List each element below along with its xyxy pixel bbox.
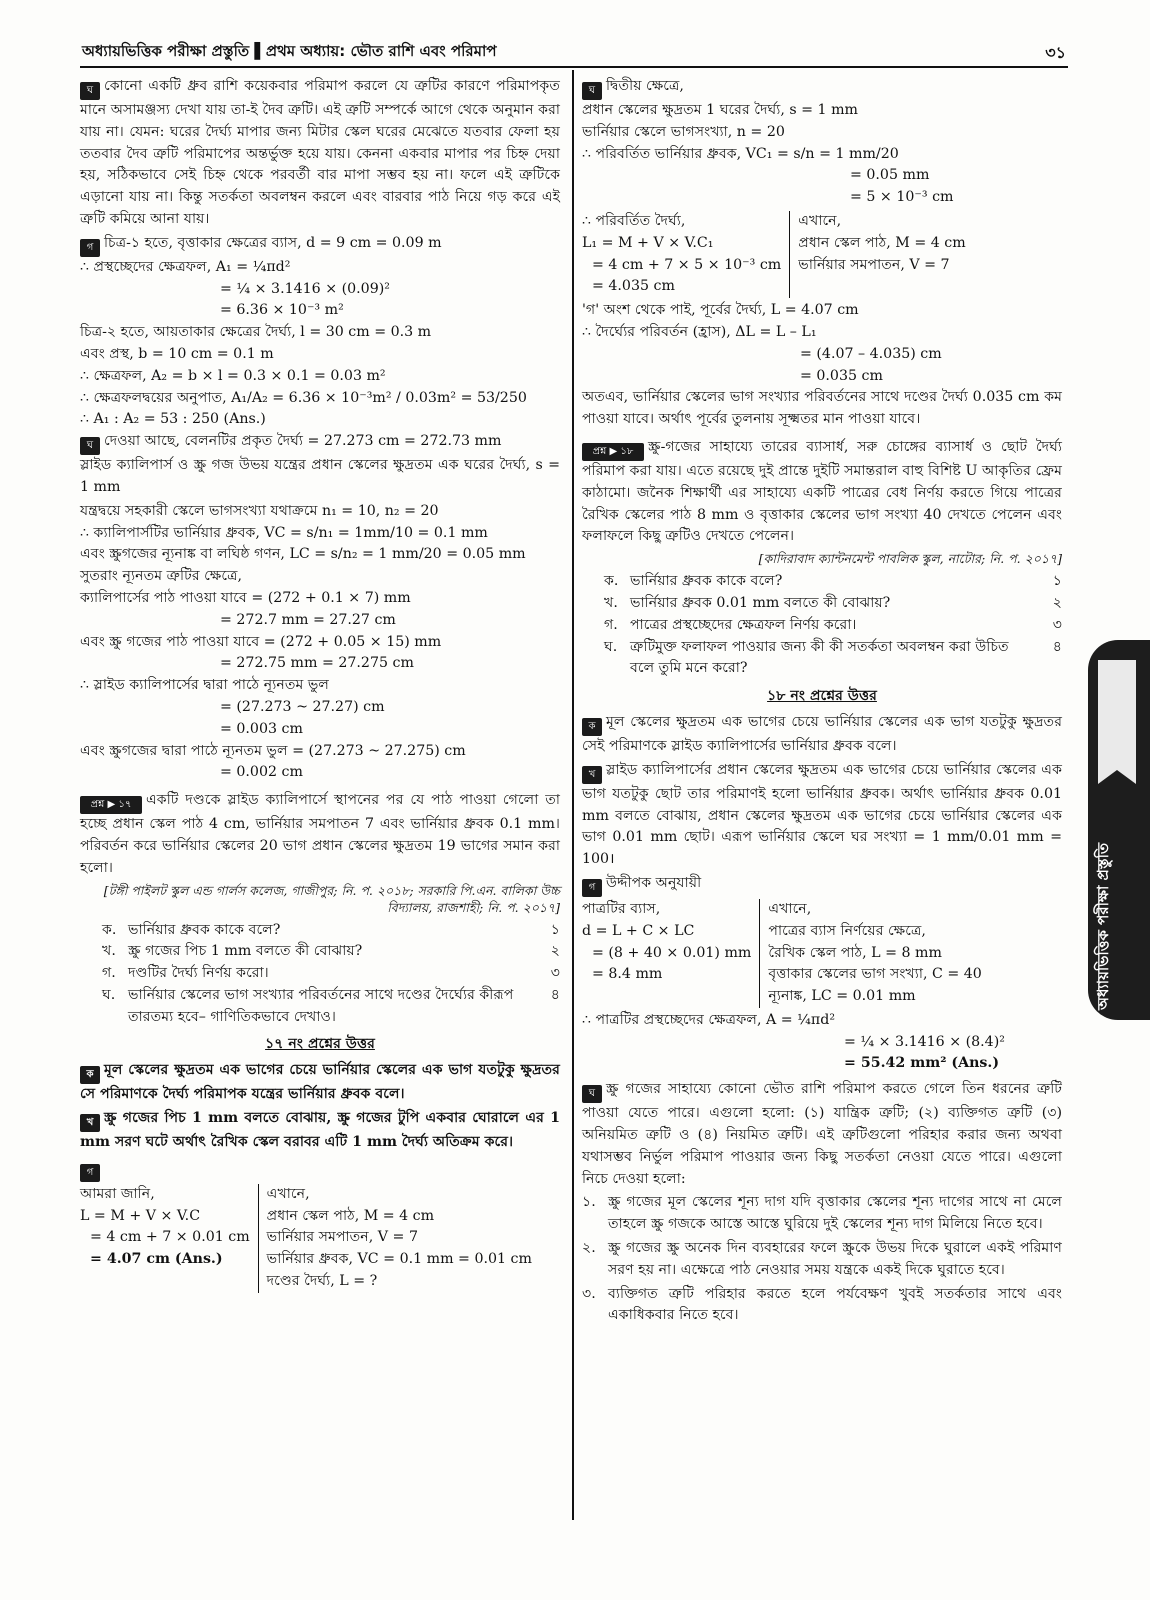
- header-rule: [80, 66, 1068, 68]
- answer-marker: গ: [80, 239, 100, 257]
- question-18: প্রশ্ন ▶ ১৮ স্ক্রু-গজের সাহায্যে তারের ব্যাসার্ধ, সরু চোঙ্গের ব্যাসার্ধ ও ছোট দৈর্ঘ্য পরিমাপ করা যায়। এতে রয়েছে দুই প্রান্তে দুইটি সমান্তরাল বাহু বিশিষ্ট U আকৃতির ফ্রেম কাঠামো। জনৈক শিক্ষার্থী এর সাহায্যে একটি পাত্রের বেধ নির্ণয় করতে গিয়ে পাত্রের রৈখিক স্কেলের পাঠ 8 mm ও বৃত্তাকার স্কেলের ভাগ সংখ্যা 40 দেখতে পেলেন এবং ফলাফলে কিছু ত্রুটিও দেখতে পেলেন।: [582, 438, 1062, 545]
- question-18-items: [604, 571, 1062, 680]
- answer-18-kh: খ স্লাইড ক্যালিপার্সের প্রধান স্কেলের ক্ষুদ্রতম এক ভাগের চেয়ে ভার্নিয়ার স্কেলের এক ভাগ যতটুকু ছোট তার পরিমাণই হলো ভার্নিয়ার ধ্রুবক। অর্থাৎ ভার্নিয়ার ধ্রুবক 0.01 mm বলতে বোঝায়, প্রধান স্কেলের ক্ষুদ্রতম এক ভাগের চেয়ে ভার্নিয়ার স্কেলের এক ভাগ 0.01 mm ছোট। এরূপ ভার্নিয়ার স্কেলে ঘর সংখ্যা = 1 mm/0.01 mm = 100।: [582, 761, 1062, 868]
- question-item: গ. পাত্রের প্রস্থচ্ছেদের ক্ষেত্রফল নির্ণয় করো। ৩: [604, 616, 1062, 633]
- question-source: [কাদিরাবাদ ক্যান্টনমেন্ট পাবলিক স্কুল, নাটোর; নি. প. ২০১৭]: [758, 551, 1062, 567]
- answer-marker: ঘ: [80, 82, 100, 100]
- question-item: খ. ভার্নিয়ার ধ্রুবক 0.01 mm বলতে কী বোঝায়? ২: [604, 594, 1062, 611]
- answer-18-g-calc: পাত্রটির ব্যাস, d = L + C × LC = (8 + 40 × 0.01) mm = 8.4 mm এখানে, পাত্রের ব্যাস নির্ণয়ের ক্ষেত্রে, রৈখিক স্কেল পাঠ, L = 8 mm বৃত্তাকার স্কেলের ভাগ সংখ্যা, C = 40 ন্যূনাঙ্ক, LC = 0.01 mm: [582, 899, 1062, 1008]
- side-tab-label: অধ্যায়ভিত্তিক পরীক্ষা প্রস্তুতি: [1094, 842, 1112, 1010]
- precaution-list: [582, 1192, 1062, 1327]
- answer-gh-calc-block: ঘ দেওয়া আছে, বেলনটির প্রকৃত দৈর্ঘ্য = 27.273 cm = 272.73 mm স্লাইড ক্যালিপার্স ও স্ক্রু গজ উভয় যন্ত্রের প্রধান স্কেলের ক্ষুদ্রতম এক ঘরের দৈর্ঘ্য, s = 1 mm যন্ত্রদ্বয়ে সহকারী স্কেলে ভাগসংখ্যা যথাক্রমে n₁ = 10, n₂ = 20 ∴ ক্যালিপার্সটির ভার্নিয়ার ধ্রুবক, VC = s/n₁ = 1mm/10 = 0.1 mm এবং স্ক্রুগজের ন্যূনাঙ্ক বা লঘিষ্ঠ গণন, LC = s/n₂ = 1 mm/20 = 0.05 mm সুতরাং ন্যূনতম ত্রুটির ক্ষেত্রে, ক্যালিপার্সের পাঠ পাওয়া যাবে = (272 + 0.1 × 7) mm = 272.7 mm = 27.27 cm এবং স্ক্রু গজের পাঠ পাওয়া যাবে = (272 + 0.05 × 15) mm = 272.75 mm = 27.275 cm ∴ স্লাইড ক্যালিপার্সের দ্বারা পাঠে ন্যূনতম ভুল = (27.273 ~ 27.27) cm = 0.003 cm এবং স্ক্রুগজের দ্বারা পাঠে ন্যূনতম ভুল = (27.273 ~ 27.275) cm = 0.002 cm: [80, 433, 560, 781]
- question-item: ক. ভার্নিয়ার ধ্রুবক কাকে বলে? ১: [604, 573, 1062, 590]
- header-title: অধ্যায়ভিত্তিক পরীক্ষা প্রস্তুতি ▌প্রথম অধ্যায়: ভৌত রাশি এবং পরিমাপ: [82, 42, 497, 60]
- answer-17-gh-block: ঘ দ্বিতীয় ক্ষেত্রে, প্রধান স্কেলের ক্ষুদ্রতম 1 ঘরের দৈর্ঘ্য, s = 1 mm ভার্নিয়ার স্কেলে ভাগসংখ্যা, n = 20 ∴ পরিবর্তিত ভার্নিয়ার ধ্রুবক, VC₁ = s/n = 1 mm/20 = 0.05 mm = 5 × 10⁻³ cm: [582, 78, 954, 206]
- question-item: ঘ. ত্রুটিমুক্ত ফলাফল পাওয়ার জন্য কী কী সতর্কতা অবলম্বন করা উচিত বলে তুমি মনে করো? ৪: [604, 638, 1062, 677]
- list-item: ২. স্ক্রু গজের স্ক্রু অনেক দিন ব্যবহারের ফলে স্ক্রুকে উভয় দিকে ঘুরালে একই পরিমাণ সরণ হয় না। এক্ষেত্রে পাঠ নেওয়ার সময় যন্ত্রকে একই দিকে ঘুরাতে হবে।: [582, 1240, 1062, 1278]
- question-item: ক. ভার্নিয়ার ধ্রুবক কাকে বলে? ১: [102, 921, 560, 938]
- question-item: গ. দণ্ডটির দৈর্ঘ্য নির্ণয় করো। ৩: [102, 965, 560, 982]
- column-divider: [572, 70, 574, 1520]
- answer-18-title: ১৮ নং প্রশ্নের উত্তর: [767, 688, 877, 705]
- answer-marker: ঘ: [582, 82, 602, 100]
- question-17-items: [102, 920, 560, 1029]
- answer-marker: ক: [582, 718, 602, 736]
- page-number: ৩১: [1045, 43, 1066, 62]
- list-item: ৩. ব্যক্তিগত ত্রুটি পরিহার করতে হলে পর্যবেক্ষণ খুবই সতর্কতার সাথে এবং একাধিকবার নিতে হবে।: [582, 1285, 1062, 1324]
- left-column: [80, 76, 560, 1295]
- answer-marker: গ: [80, 1164, 100, 1182]
- ribbon-icon: [1098, 660, 1136, 770]
- question-item: খ. স্ক্রু গজের পিচ 1 mm বলতে কী বোঝায়? ২: [102, 943, 560, 960]
- changed-length-calc: ∴ পরিবর্তিত দৈর্ঘ্য, L₁ = M + V × V.C₁ = 4 cm + 7 × 5 × 10⁻³ cm = 4.035 cm এখানে, প্রধান স্কেল পাঠ, M = 4 cm ভার্নিয়ার সমপাতন, V = 7: [582, 211, 1062, 298]
- question-marker: প্রশ্ন ▶ ১৮: [582, 443, 644, 461]
- page-header: [82, 40, 1066, 62]
- question-source: [টঙ্গী পাইলট স্কুল এন্ড গার্লস কলেজ, গাজীপুর; নি. প. ২০১৮; সরকারি পি.এন. বালিকা উচ্চ বিদ্যালয়, রাজশাহী; নি. প. ২০১৭]: [103, 882, 560, 915]
- right-column: ঘ দ্বিতীয় ক্ষেত্রে, প্রধান স্কেলের ক্ষুদ্রতম 1 ঘরের দৈর্ঘ্য, s = 1 mm ভার্নিয়ার স্কেলে ভাগসংখ্যা, n = 20 ∴ পরিবর্তিত ভার্নিয়ার ধ্রুবক, VC₁ = s/n = 1 mm/20 = 0.05 mm = 5 × 10⁻³ cm ∴ পরিবর্তিত দৈর্ঘ্য, L₁ = M + V × V.C₁ = 4 cm + 7 × 5 × 10⁻³ cm = 4.035 cm এখানে, প্রধান স্কেল পাঠ, M = 4 cm ভার্নিয়ার সমপাতন, V = 7 'গ' অংশ থেকে পাই, পূর্বের দৈর্ঘ্য, L = 4.07 cm ∴ দৈর্ঘ্যের পরিবর্তন (হ্রাস), ΔL = L – L₁ = (4.07 – 4.035) cm = 0.035 cm অতএব, ভার্নিয়ার স্কেলের ভাগ সংখ্যার পরিবর্তনের সাথে দণ্ডের দৈর্ঘ্য 0.035 cm কম পাওয়া যাবে। অর্থাৎ পূর্বের তুলনায় সূক্ষ্মতর মান পাওয়া যাবে। প্রশ্ন ▶ ১৮ স্ক্রু-গজের সাহায্যে তারের ব্যাসার্ধ, সরু চোঙ্গের ব্যাসার্ধ ও ছোট দৈর্ঘ্য পরিমাপ করা যায়। এতে রয়েছে দুই প্রান্তে দুইটি সমান্তরাল বাহু বিশিষ্ট U আকৃতির ফ্রেম কাঠামো। জনৈক শিক্ষার্থী এর সাহায্যে একটি পাত্রের বেধ নির্ণয় করতে গিয়ে পাত্রের রৈখিক স্কেলের পাঠ 8 mm ও বৃত্তাকার স্কেলের ভাগ সংখ্যা 40 দেখতে পেলেন এবং ফলাফলে কিছু ত্রুটিও দেখতে পেলেন। [কাদিরাবাদ ক্যান্টনমেন্ট পাবলিক স্কুল, নাটোর; নি. প. ২০১৭] ক. ভার্নিয়ার ধ্রুবক কাকে বলে? ১ খ. ভার্নিয়ার ধ্রুবক 0.01 mm বলতে কী বোঝায়? ২ গ. পাত্রের প্রস্থচ্ছেদের ক্ষেত্রফল নির্ণয় করো। ৩ ঘ. ত্রুটিমুক্ত ফলাফল পাওয়ার জন্য কী কী সতর্কতা অবলম্বন করা উচিত বলে তুমি মনে করো? ৪ ১৮ নং প্রশ্নের উত্তর ক মূল স্কেলের ক্ষুদ্রতম এক ভাগের চেয়ে ভার্নিয়ার স্কেলের এক ভাগ যতটুকু ক্ষুদ্রতর সেই পরিমাণকে স্লাইড ক্যালিপার্সের ভার্নিয়ার ধ্রুবক বলে। খ স্লাইড ক্যালিপার্সের প্রধান স্কেলের ক্ষুদ্রতম এক ভাগের চেয়ে ভার্নিয়ার স্কেলের এক ভাগ যতটুকু ছোট তার পরিমাণই হলো ভার্নিয়ার ধ্রুবক। অর্থাৎ ভার্নিয়ার ধ্রুবক 0.01 mm বলতে বোঝায়, প্রধান স্কেলের ক্ষুদ্রতম এক ভাগের চেয়ে ভার্নিয়ার স্কেলের এক ভাগ 0.01 mm ছোট। এরূপ ভার্নিয়ার স্কেলে ঘর সংখ্যা = 1 mm/0.01 mm = 100। গ উদ্দীপক অনুযায়ী পাত্রটির ব্যাস, d = L + C × LC = (8 + 40 × 0.01) mm = 8.4 mm এখানে, পাত্রের ব্যাস নির্ণয়ের ক্ষেত্রে, রৈখিক স্কেল পাঠ, L = 8 mm বৃত্তাকার স্কেলের ভাগ সংখ্যা, C = 40 ন্যূনাঙ্ক, LC = 0.01 mm ∴ পাত্রটির প্রস্থচ্ছেদের ক্ষেত্রফল, A = ¼πd² = ¼ × 3.1416 × (8.4)² = 55.42 mm² (Ans.) ঘ স্ক্রু গজের সাহায্যে কোনো ভৌত রাশি পরিমাপ করতে গেলে তিন ধরনের ত্রুটি পাওয়া যেতে পারে। এগুলো হলো: (১) যান্ত্রিক ত্রুটি; (২) ব্যক্তিগত ত্রুটি (৩) অনিয়মিত ত্রুটি ও (৪) নিয়মিত ত্রুটি। এই ত্রুটিগুলো পরিহার করার জন্য অথবা যথাসম্ভব নির্ভুল পরিমাপ পাওয়ার জন্য কিছু সতর্কতা নেওয়া যেতে পারে। এগুলো নিচে দেওয়া হলো: ১. স্ক্রু গজের মূল স্কেলের শূন্য দাগ যদি বৃত্তাকার স্কেলের শূন্য দাগের সাথে না মেলে তাহলে স্ক্রু গজকে আস্তে আস্তে ঘুরিয়ে দুই স্কেলের শূন্য দাগ মিলিয়ে নিতে হবে। ২. স্ক্রু গজের স্ক্রু অনেক দিন ব্যবহারের ফলে স্ক্রুকে উভয় দিকে ঘুরালে একই পরিমাণ সরণ হয় না। এক্ষেত্রে পাঠ নেওয়ার সময় যন্ত্রকে একই দিকে ঘুরাতে হবে। ৩. ব্যক্তিগত ত্রুটি পরিহার করতে হলে পর্যবেক্ষণ খুবই সতর্কতার সাথে এবং একাধিকবার নিতে হবে।: [582, 76, 1062, 1329]
- answer-marker: গ: [582, 879, 602, 897]
- list-item: ১. স্ক্রু গজের মূল স্কেলের শূন্য দাগ যদি বৃত্তাকার স্কেলের শূন্য দাগের সাথে না মেলে তাহলে স্ক্রু গজকে আস্তে আস্তে ঘুরিয়ে দুই স্কেলের শূন্য দাগ মিলিয়ে নিতে হবে।: [582, 1194, 1062, 1233]
- answer-marker: ক: [80, 1066, 100, 1084]
- answer-g-block: গ চিত্র-১ হতে, বৃত্তাকার ক্ষেত্রের ব্যাস, d = 9 cm = 0.09 m ∴ প্রস্থচ্ছেদের ক্ষেত্রফল, A₁ = ¼πd² = ¼ × 3.1416 × (0.09)² = 6.36 × 10⁻³ m² চিত্র-২ হতে, আয়তাকার ক্ষেত্রের দৈর্ঘ্য, l = 30 cm = 0.3 m এবং প্রস্থ, b = 10 cm = 0.1 m ∴ ক্ষেত্রফল, A₂ = b × l = 0.3 × 0.1 = 0.03 m² ∴ ক্ষেত্রফলদ্বয়ের অনুপাত, A₁/A₂ = 6.36 × 10⁻³m² / 0.03m² = 53/250 ∴ A₁ : A₂ = 53 : 250 (Ans.): [80, 234, 527, 428]
- answer-17-k: ক মূল স্কেলের ক্ষুদ্রতম এক ভাগের চেয়ে ভার্নিয়ার স্কেলের এক ভাগ যতটুকু ক্ষুদ্রতর সে পরিমাণকে দৈর্ঘ্য পরিমাপক যন্ত্রের ভার্নিয়ার ধ্রুবক বলে।: [80, 1062, 560, 1103]
- answer-18-k: ক মূল স্কেলের ক্ষুদ্রতম এক ভাগের চেয়ে ভার্নিয়ার স্কেলের এক ভাগ যতটুকু ক্ষুদ্রতর সেই পরিমাণকে স্লাইড ক্যালিপার্সের ভার্নিয়ার ধ্রুবক বলে।: [582, 713, 1062, 754]
- answer-marker: খ: [582, 766, 602, 784]
- answer-17-kh: খ স্ক্রু গজের পিচ 1 mm বলতে বোঝায়, স্ক্রু গজের টুপি একবার ঘোরালে এর 1 mm সরণ ঘটে অর্থাৎ রৈখিক স্কেল বরাবর এটি 1 mm দৈর্ঘ্য অতিক্রম করে।: [80, 1110, 560, 1151]
- answer-gh-paragraph: ঘ কোনো একটি ধ্রুব রাশি কয়েকবার পরিমাপ করলে যে ত্রুটির কারণে পরিমাপকৃত মানে অসামঞ্জস্য দেখা যায় তা-ই দৈব ত্রুটি। এই ত্রুটি সম্পর্কে আগে থেকে অনুমান করা যায় না। যেমন: ঘরের দৈর্ঘ্য মাপার জন্য মিটার স্কেল ঘরের মেঝেতে যতবার ফেলা হয় ততবার দৈব ত্রুটি পরিমাপের অন্তর্ভুক্ত হয়ে যায়। কেননা একবার মাপার পর চিহ্ন দেয়া হয়, সঠিকভাবে সেই চিহ্ন থেকে পরবর্তী বার মাপা সম্ভব হয় না। ফলে এই ত্রুটিকে এড়ানো যায় না। কিন্তু সতর্কতা অবলম্বন করলে এবং বারবার পাঠ নিয়ে গড় করে এই ত্রুটি কমিয়ে আনা যায়।: [80, 78, 560, 227]
- question-item: ঘ. ভার্নিয়ার স্কেলের ভাগ সংখ্যার পরিবর্তনের সাথে দণ্ডের দৈর্ঘ্যের কীরূপ তারতম্য হবে– গাণিতিকভাবে দেখাও। ৪: [102, 986, 560, 1025]
- answer-marker: ঘ: [80, 437, 100, 455]
- answer-17-title: ১৭ নং প্রশ্নের উত্তর: [265, 1036, 375, 1053]
- question-marker: প্রশ্ন ▶ ১৭: [80, 796, 142, 814]
- question-17: প্রশ্ন ▶ ১৭ একটি দণ্ডকে স্লাইড ক্যালিপার্সে স্থাপনের পর যে পাঠ পাওয়া গেলো তা হচ্ছে প্রধান স্কেল পাঠ 4 cm, ভার্নিয়ার সমপাতন 7 এবং ভার্নিয়ার ধ্রুবক 0.1 mm। পরিবর্তন করে ভার্নিয়ার স্কেলের 20 ভাগ প্রধান স্কেলের ক্ষুদ্রতম 19 ভাগের সমান করা হলো।: [80, 792, 560, 876]
- answer-17-g-calc: আমরা জানি, L = M + V × V.C = 4 cm + 7 × 0.01 cm = 4.07 cm (Ans.) এখানে, প্রধান স্কেল পাঠ, M = 4 cm ভার্নিয়ার সমপাতন, V = 7 ভার্নিয়ার ধ্রুবক, VC = 0.1 mm = 0.01 cm দণ্ডের দৈর্ঘ্য, L = ?: [80, 1184, 560, 1293]
- answer-marker: খ: [80, 1114, 100, 1132]
- answer-18-gh: ঘ স্ক্রু গজের সাহায্যে কোনো ভৌত রাশি পরিমাপ করতে গেলে তিন ধরনের ত্রুটি পাওয়া যেতে পারে। এগুলো হলো: (১) যান্ত্রিক ত্রুটি; (২) ব্যক্তিগত ত্রুটি (৩) অনিয়মিত ত্রুটি ও (৪) নিয়মিত ত্রুটি। এই ত্রুটিগুলো পরিহার করার জন্য অথবা যথাসম্ভব নির্ভুল পরিমাপ পাওয়ার জন্য কিছু সতর্কতা নেওয়া যেতে পারে। এগুলো নিচে দেওয়া হলো:: [582, 1081, 1062, 1187]
- answer-marker: ঘ: [582, 1085, 602, 1103]
- conclusion: অতএব, ভার্নিয়ার স্কেলের ভাগ সংখ্যার পরিবর্তনের সাথে দণ্ডের দৈর্ঘ্য 0.035 cm কম পাওয়া যাবে। অর্থাৎ পূর্বের তুলনায় সূক্ষ্মতর মান পাওয়া যাবে।: [582, 389, 1062, 428]
